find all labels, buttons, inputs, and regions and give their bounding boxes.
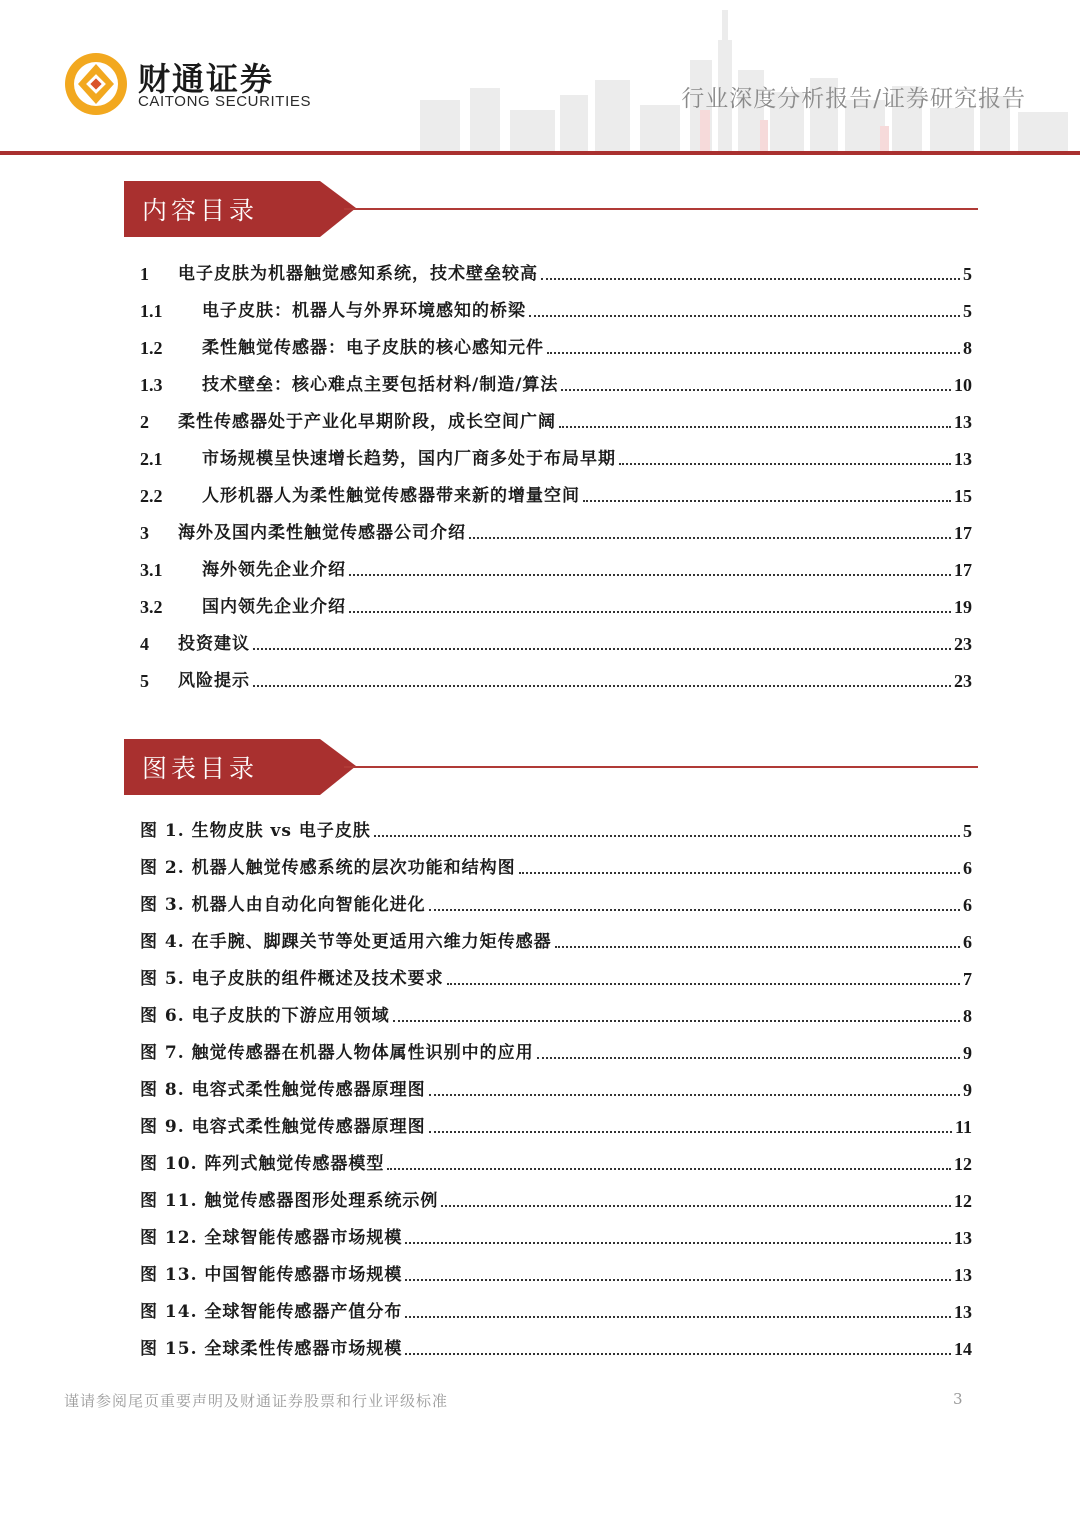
figure-entry-label: 图 3. 机器人由自动化向智能化进化: [140, 895, 426, 915]
toc-entry-label: 柔性触觉传感器：电子皮肤的核心感知元件: [202, 338, 544, 358]
toc-entry[interactable]: [140, 506, 972, 543]
figure-entry-label: 图 8. 电容式柔性触觉传感器原理图: [140, 1080, 426, 1100]
dot-leader: [541, 278, 960, 280]
toc-entry-label: 电子皮肤为机器触觉感知系统，技术壁垒较高: [178, 264, 538, 284]
toc-entry[interactable]: [140, 284, 972, 321]
toc-entry[interactable]: [140, 432, 972, 469]
dot-leader: [349, 574, 951, 576]
dot-leader: [253, 685, 951, 687]
dot-leader: [429, 1131, 952, 1133]
page-reference: 12: [954, 1191, 972, 1211]
toc-entry-number: 1: [140, 264, 149, 284]
figure-entry[interactable]: [140, 841, 972, 878]
page-reference: 11: [954, 1117, 972, 1137]
toc-entry-label: 投资建议: [178, 634, 250, 654]
toc-entry-number: 2: [140, 412, 149, 432]
page-reference: 13: [954, 412, 972, 432]
dot-leader: [447, 983, 960, 985]
dot-leader: [555, 946, 960, 948]
dot-leader: [405, 1279, 951, 1281]
toc-entry-label: 风险提示: [178, 671, 250, 691]
page-reference: 17: [954, 560, 972, 580]
page-reference: 5: [963, 264, 972, 284]
figure-entry-label: 图 13. 中国智能传感器市场规模: [140, 1265, 403, 1285]
report-type: 行业深度分析报告/证券研究报告: [681, 86, 1026, 112]
toc-entry-label: 市场规模呈快速增长趋势，国内厂商多处于布局早期: [202, 449, 616, 469]
figure-entry[interactable]: [140, 915, 972, 952]
page-number: 3: [953, 1390, 963, 1408]
toc-title: 内容目录: [142, 196, 259, 225]
figure-entry[interactable]: [140, 1137, 972, 1174]
figure-entry-label: 图 11. 触觉传感器图形处理系统示例: [140, 1191, 439, 1211]
toc-entry-number: 3.1: [140, 560, 163, 580]
page-reference: 5: [963, 301, 972, 321]
figure-entry[interactable]: [140, 804, 972, 841]
toc-entry[interactable]: [140, 321, 972, 358]
toc-entry-label: 海外及国内柔性触觉传感器公司介绍: [178, 523, 466, 543]
figure-entry-label: 图 2. 机器人触觉传感系统的层次功能和结构图: [140, 858, 516, 878]
page-header: [0, 0, 1080, 158]
page-reference: 6: [963, 932, 972, 952]
dot-leader: [561, 389, 951, 391]
page-reference: 6: [963, 858, 972, 878]
dot-leader: [583, 500, 951, 502]
dot-leader: [469, 537, 951, 539]
dot-leader: [405, 1353, 951, 1355]
table-of-contents: [140, 247, 972, 691]
page-reference: 15: [954, 486, 972, 506]
figure-entry-label: 图 4. 在手腕、脚踝关节等处更适用六维力矩传感器: [140, 932, 552, 952]
page-reference: 6: [963, 895, 972, 915]
caitong-logo-icon: [62, 50, 130, 118]
toc-entry[interactable]: [140, 247, 972, 284]
page-reference: 17: [954, 523, 972, 543]
toc-entry-number: 1.1: [140, 301, 163, 321]
page-reference: 7: [963, 969, 972, 989]
toc-entry-number: 1.3: [140, 375, 163, 395]
dot-leader: [519, 872, 960, 874]
page-reference: 23: [954, 634, 972, 654]
page-reference: 8: [963, 1006, 972, 1026]
figure-entry[interactable]: [140, 1211, 972, 1248]
page-reference: 19: [954, 597, 972, 617]
page-reference: 13: [954, 449, 972, 469]
toc-entry-number: 4: [140, 634, 149, 654]
toc-entry[interactable]: [140, 469, 972, 506]
figure-entry-label: 图 12. 全球智能传感器市场规模: [140, 1228, 403, 1248]
dot-leader: [405, 1242, 951, 1244]
page-reference: 14: [954, 1339, 972, 1359]
figure-entry-label: 图 14. 全球智能传感器产值分布: [140, 1302, 403, 1322]
dot-leader: [393, 1020, 960, 1022]
brand-name-en: CAITONG SECURITIES: [138, 93, 312, 110]
figure-entry-label: 图 9. 电容式柔性触觉传感器原理图: [140, 1117, 426, 1137]
figure-entry-label: 图 15. 全球柔性传感器市场规模: [140, 1339, 403, 1359]
figure-entry[interactable]: [140, 952, 972, 989]
dot-leader: [429, 1094, 960, 1096]
toc-entry-label: 电子皮肤：机器人与外界环境感知的桥梁: [202, 301, 526, 321]
figure-entry[interactable]: [140, 1322, 972, 1359]
toc-entry[interactable]: [140, 395, 972, 432]
toc-entry-label: 国内领先企业介绍: [202, 597, 346, 617]
dot-leader: [253, 648, 951, 650]
figure-entry[interactable]: [140, 1063, 972, 1100]
page-reference: 9: [963, 1080, 972, 1100]
toc-entry-label: 人形机器人为柔性触觉传感器带来新的增量空间: [202, 486, 580, 506]
dot-leader: [374, 835, 960, 837]
figures-section-header: [124, 739, 980, 795]
toc-entry-number: 5: [140, 671, 149, 691]
page-reference: 10: [954, 375, 972, 395]
figures-title: 图表目录: [142, 754, 259, 783]
toc-entry-label: 海外领先企业介绍: [202, 560, 346, 580]
toc-entry[interactable]: [140, 654, 972, 691]
page-reference: 12: [954, 1154, 972, 1174]
page-reference: 13: [954, 1265, 972, 1285]
dot-leader: [547, 352, 960, 354]
toc-entry-label: 柔性传感器处于产业化早期阶段，成长空间广阔: [178, 412, 556, 432]
page-reference: 13: [954, 1228, 972, 1248]
toc-entry[interactable]: [140, 617, 972, 654]
section-rule: [344, 766, 978, 768]
figure-entry[interactable]: [140, 1026, 972, 1063]
figure-entry-label: 图 5. 电子皮肤的组件概述及技术要求: [140, 969, 444, 989]
figure-entry-label: 图 1. 生物皮肤 vs 电子皮肤: [140, 821, 371, 841]
disclaimer-note: 谨请参阅尾页重要声明及财通证券股票和行业评级标准: [64, 1392, 449, 1410]
figure-entry[interactable]: [140, 878, 972, 915]
toc-entry[interactable]: [140, 543, 972, 580]
page-reference: 8: [963, 338, 972, 358]
toc-entry-number: 2.2: [140, 486, 163, 506]
figure-entry[interactable]: [140, 1100, 972, 1137]
header-divider: [0, 151, 1080, 155]
dot-leader: [349, 611, 951, 613]
page-reference: 5: [963, 821, 972, 841]
dot-leader: [429, 909, 960, 911]
page-reference: 13: [954, 1302, 972, 1322]
dot-leader: [387, 1168, 951, 1170]
dot-leader: [537, 1057, 960, 1059]
dot-leader: [559, 426, 951, 428]
toc-entry-number: 3: [140, 523, 149, 543]
dot-leader: [529, 315, 960, 317]
figure-entry[interactable]: [140, 1285, 972, 1322]
toc-entry[interactable]: [140, 580, 972, 617]
toc-entry-number: 3.2: [140, 597, 163, 617]
figure-entry-label: 图 7. 触觉传感器在机器人物体属性识别中的应用: [140, 1043, 534, 1063]
figure-entry-label: 图 10. 阵列式触觉传感器模型: [140, 1154, 385, 1174]
brand-name-cn: 财通证券: [138, 60, 275, 98]
dot-leader: [441, 1205, 951, 1207]
toc-entry[interactable]: [140, 358, 972, 395]
dot-leader: [619, 463, 951, 465]
page-reference: 23: [954, 671, 972, 691]
figure-entry[interactable]: [140, 1248, 972, 1285]
toc-entry-number: 1.2: [140, 338, 163, 358]
dot-leader: [405, 1316, 951, 1318]
section-rule: [344, 208, 978, 210]
figure-entry[interactable]: [140, 1174, 972, 1211]
toc-entry-label: 技术壁垒：核心难点主要包括材料/制造/算法: [202, 375, 559, 395]
page-reference: 9: [963, 1043, 972, 1063]
toc-entry-number: 2.1: [140, 449, 163, 469]
figure-entry-label: 图 6. 电子皮肤的下游应用领域: [140, 1006, 390, 1026]
toc-section-header: [124, 181, 980, 237]
list-of-figures: [140, 804, 972, 1359]
figure-entry[interactable]: [140, 989, 972, 1026]
